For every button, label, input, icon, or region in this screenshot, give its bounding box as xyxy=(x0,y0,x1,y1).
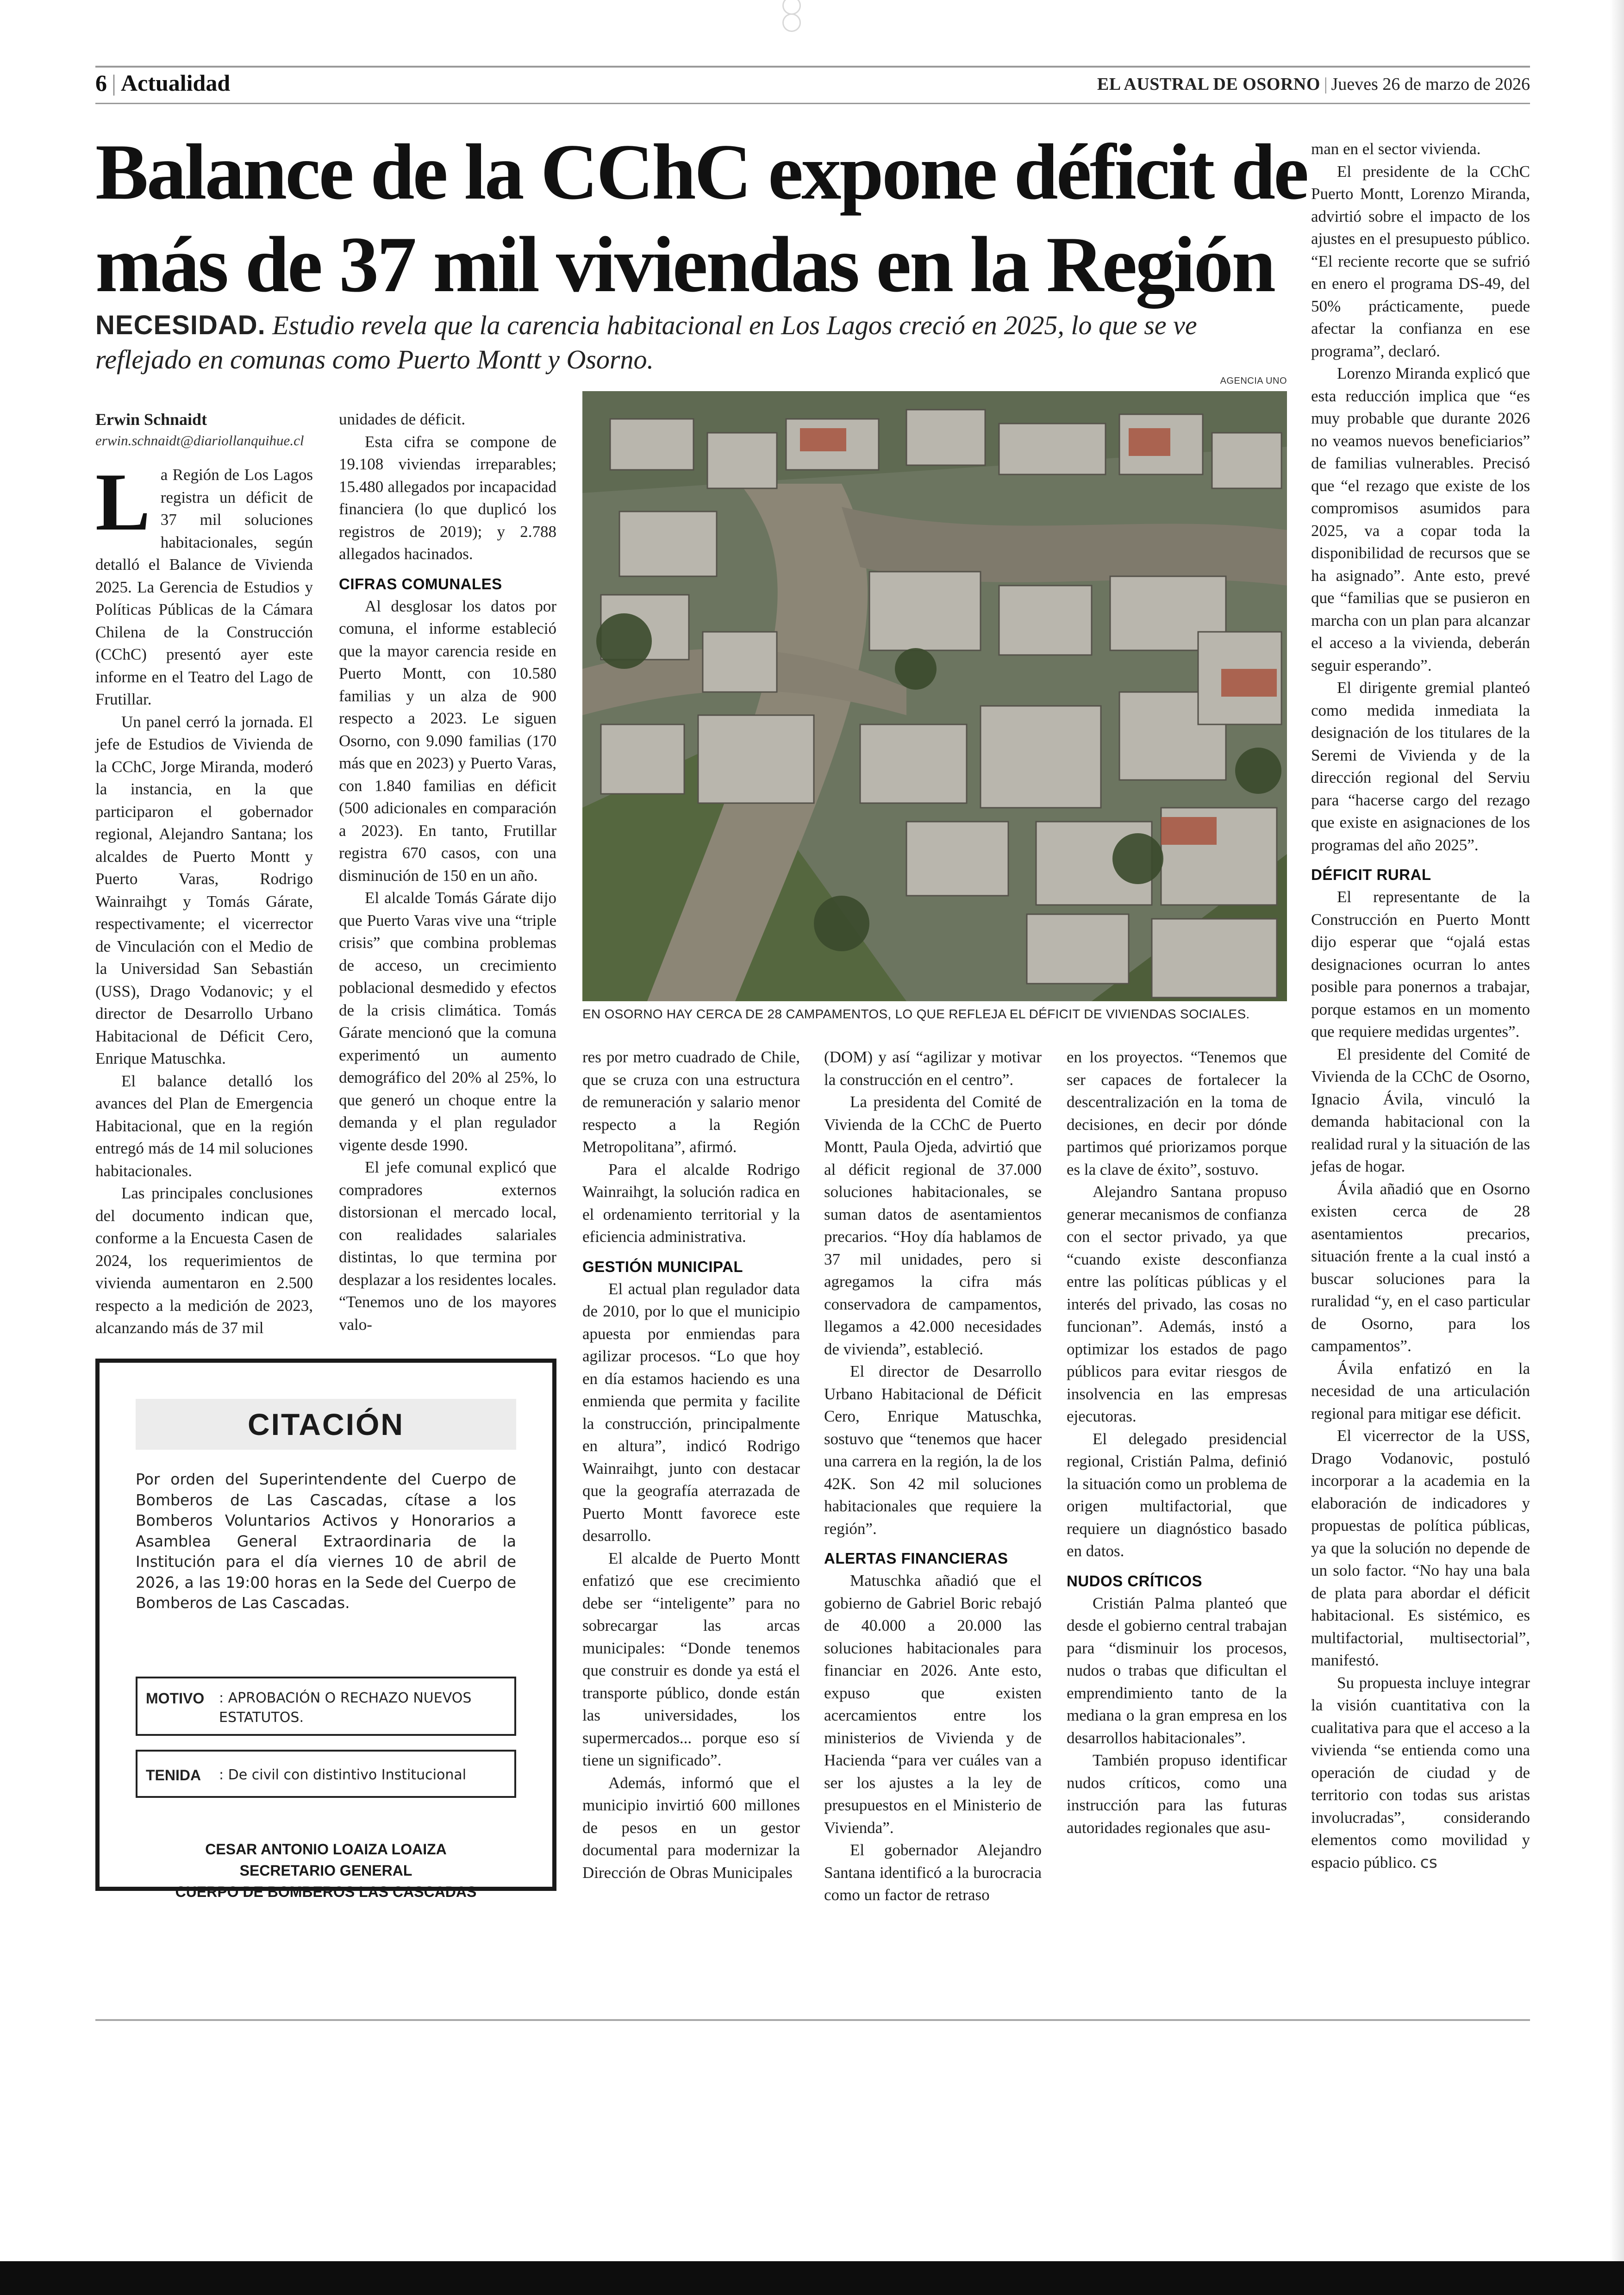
paragraph: man en el sector vivienda. xyxy=(1311,140,1481,158)
paragraph: Alejandro Santana propuso generar mecanismos de confianza con el sector privado, ya que “cuando existe desconfianza entre las políticas públicas y el interés del privado, las cosas no funcionan”. Además, instó a optimizar los estados de pago públicos para evitar riesgos de insolvencia en las empresas ejecutoras. xyxy=(1067,1183,1287,1425)
paragraph: El presidente de la CChC Puerto Montt, Lorenzo Miranda, advirtió sobre el impacto de los ajustes en el presupuesto público. “El reciente recorte que se sufrió en enero el programa DS-49, del 50% prácticamente, puede afectar la confianza en ese programa”, declaró. xyxy=(1311,162,1530,360)
author-name: Erwin Schnaidt xyxy=(95,410,207,429)
article-photo[interactable] xyxy=(582,391,1287,1001)
article-column-1 xyxy=(95,408,313,1340)
paragraph: Al desglosar los datos por comuna, el informe estableció que la mayor carencia reside en Puerto Montt, con 10.580 familias y un alza de 900 respecto a 2023. Le siguen Osorno, con 9.090 familias (170 más que en 2023) y Puerto Varas, con 1.840 familias en déficit (500 adicionales en comparación a 2023). En tanto, Frutillar registra 670 casos, con una disminución de 150 en un año. xyxy=(339,597,556,885)
headline xyxy=(95,126,1308,311)
paragraph: También propuso identificar nudos críticos, como una instrucción para las futuras autoridades regionales que asu- xyxy=(1067,1751,1287,1837)
headline-line-2: más de 37 mil viviendas en la Región xyxy=(95,221,1274,309)
subheading: CIFRAS COMUNALES xyxy=(339,575,502,592)
paragraph: El balance detalló los avances del Plan de Emergencia Habitacional, que en la región entregó más de 14 mil soluciones habitacionales. xyxy=(95,1072,313,1180)
publication-info: EL AUSTRAL DE OSORNO | Jueves 26 de marzo de 2026 xyxy=(1097,75,1530,94)
paragraph: unidades de déficit. xyxy=(339,410,466,428)
motivo-label: MOTIVO xyxy=(146,1690,205,1707)
paragraph: La presidenta del Comité de Vivienda de la CChC de Puerto Montt, Paula Ojeda, advirtió que al déficit regional de 37.000 soluciones habitacionales, se suman datos de asentamientos precarios. “Hoy día hablamos de 37 mil unidades, pero si agregamos la cifra más conservadora de campamentos, llegamos a 42.000 necesidades de vivienda”, estableció. xyxy=(824,1093,1042,1358)
paragraph: Las principales conclusiones del documento indican que, conforme a la Encuesta Casen de 2024, los requerimientos de vivienda aumentaron en 2.500 respecto a la medición de 2023, alcanzando más de 37 mil xyxy=(95,1184,313,1337)
header-bottom-rule xyxy=(95,103,1530,104)
article-dek xyxy=(95,308,1290,377)
signer-role: SECRETARIO GENERAL xyxy=(239,1862,412,1879)
subheading: GESTIÓN MUNICIPAL xyxy=(582,1258,743,1275)
header-top-rule xyxy=(95,66,1530,68)
paragraph: El alcalde Tomás Gárate dijo que Puerto Varas vive una “triple crisis” que combina problemas de acceso, un crecimiento poblacional desmedido y efectos de la crisis climática. Tomás Gárate mencionó que la comuna experimentó un aumento demográfico del 20% al 25%, lo que generó un choque entre la demanda y el plan regulador vigente desde 1990. xyxy=(339,889,556,1154)
citation-notice xyxy=(95,1359,556,1900)
article-column-2 xyxy=(339,408,556,1336)
paragraph: El dirigente gremial planteó como medida inmediata la designación de los titulares de la Seremi de Vivienda y de la dirección regional del Serviu para “hacerse cargo del rezago que existe en asignaciones de los programas del año 2025”. xyxy=(1311,679,1530,854)
subheading: DÉFICIT RURAL xyxy=(1311,866,1431,883)
paragraph: Cristián Palma planteó que desde el gobierno central trabajan para “disminuir los procesos, nudos o trabas que dificultan el emprendimiento tanto de la mediana o la gran empresa en los desarrollos habitacionales”. xyxy=(1067,1594,1287,1747)
signer-name: CESAR ANTONIO LOAIZA LOAIZA xyxy=(205,1841,447,1858)
subheading: ALERTAS FINANCIERAS xyxy=(824,1550,1008,1567)
paragraph: La Región de Los Lagos registra un déficit de 37 mil soluciones habitacionales, según detalló el Balance de Vivienda 2025. La Gerencia de Estudios y Políticas Públicas de la Cámara Chilena de la Construcción (CChC) presentó ayer este informe en el Teatro del Lago de Frutillar. xyxy=(95,456,313,708)
paragraph: Esta cifra se compone de 19.108 viviendas irreparables; 15.480 allegados por incapacidad financiera (lo que duplicó los registros de 2019); y 2.788 allegados hacinados. xyxy=(339,432,556,563)
notice-tenida-box xyxy=(136,1750,516,1798)
notice-body: Por orden del Superintendente del Cuerpo de Bomberos de Las Cascadas, cítase a los Bomberos Voluntarios Activos y Honorarios a Asamblea General Extraordinaria de la Institución para el día viernes 10 de abril de 2026, a las 19:00 horas en la Sede del Cuerpo de Bomberos de Las Cascadas. xyxy=(136,1470,516,1612)
headline-line-1: Balance de la CChC expone déficit de xyxy=(95,128,1307,216)
section-name: Actualidad xyxy=(121,70,231,96)
paragraph: El actual plan regulador data de 2010, por lo que el municipio apuesta por enmiendas para agilizar procesos. “Lo que hoy en día estamos haciendo es una enmienda que permita y facilite la construcción, principalmente en altura”, indicó Rodrigo Wainraihgt, junto con destacar que la geografía aterrazada de Puerto Montt favorece este desarrollo. xyxy=(582,1279,800,1545)
paragraph: El presidente del Comité de Vivienda de la CChC de Osorno, Ignacio Ávila, vinculó la demanda habitacional con la realidad rural y la situación de las jefas de hogar. xyxy=(1311,1045,1530,1175)
paragraph: El representante de la Construcción en Puerto Montt dijo esperar que “ojalá estas designaciones ocurran lo antes posible para ponernos a trabajar, porque estamos en un momento que requiere medidas urgentes”. xyxy=(1311,888,1530,1041)
dek-kicker: NECESIDAD. xyxy=(95,310,266,340)
publication-date: Jueves 26 de marzo de 2026 xyxy=(1331,75,1530,94)
footer-rule xyxy=(95,2019,1530,2021)
article-column-4 xyxy=(824,1046,1042,1907)
page-header xyxy=(95,69,1530,97)
page-edge-shadow xyxy=(1610,0,1624,2261)
paragraph: res por metro cuadrado de Chile, que se cruza con una estructura de remuneración y salario menor respecto a la Región Metropolitana”, afirmó. xyxy=(582,1048,800,1156)
notice-title: CITACIÓN xyxy=(136,1399,516,1450)
paragraph: Matuschka añadió que el gobierno de Gabriel Boric rebajó de 40.000 a 20.000 las soluciones habitacionales para financiar en 2026. Ante esto, expuso que existen acercamientos entre los ministerios de Vivienda y de Hacienda “para ver cuáles van a ser los ajustes a la ley de presupuestos en el Ministerio de Vivienda”. xyxy=(824,1572,1042,1837)
article-column-3 xyxy=(582,1046,800,1884)
article-column-6 xyxy=(1311,138,1530,1874)
author-email[interactable]: erwin.schnaidt@diariollanquihue.cl xyxy=(95,432,304,449)
article-column-5 xyxy=(1067,1046,1287,1839)
paragraph: (DOM) y así “agilizar y motivar la construcción en el centro”. xyxy=(824,1048,1042,1089)
paragraph: Para el alcalde Rodrigo Wainraihgt, la solución radica en el ordenamiento territorial y la eficiencia administrativa. xyxy=(582,1160,800,1246)
page-section: 6 | Actualidad xyxy=(95,70,231,96)
paragraph: El delegado presidencial regional, Cristián Palma, definió la situación como un problema de origen multifactorial, que requiere un diagnóstico basado en datos. xyxy=(1067,1429,1287,1560)
paragraph: Además, informó que el municipio invirtió 600 millones de pesos en un gestor documental para modernizar la Dirección de Obras Municipales xyxy=(582,1773,800,1882)
dek-text-2: reflejado en comunas como Puerto Montt y Osorno. xyxy=(95,344,654,374)
page-indicator xyxy=(782,0,838,14)
notice-motivo-box xyxy=(136,1677,516,1736)
paragraph: Lorenzo Miranda explicó que esta reducción implica que “es muy probable que durante 2026 no veamos nuevos beneficiarios” de familias vulnerables. Precisó que “el rezago que existe de los compromisos asumidos para 2025, va a copar toda la disponibilidad de recursos que se ha asignado”. Ante esto, prevé que “familias que se pusieron en marcha con un plan para alcanzar el acceso a la vivienda, deberán seguir esperando”. xyxy=(1311,364,1530,674)
publication-name: EL AUSTRAL DE OSORNO xyxy=(1097,75,1320,94)
notice-signature xyxy=(136,1839,516,1902)
page-dot[interactable] xyxy=(782,0,801,15)
viewer-bottom-bar xyxy=(0,2261,1624,2295)
paragraph: El gobernador Alejandro Santana identificó a la burocracia como un factor de retraso xyxy=(824,1841,1042,1904)
tenida-value: : De civil con distintivo Institucional xyxy=(219,1767,467,1783)
tenida-label: TENIDA xyxy=(146,1767,201,1784)
paragraph: Ávila añadió que en Osorno existen cerca de 28 asentamientos precarios, situación frente a la cual instó a buscar soluciones para la ruralidad “y, en el caso particular de Osorno, para los campamentos”. xyxy=(1311,1179,1530,1355)
photo-credit: AGENCIA UNO xyxy=(1220,376,1287,386)
paragraph: El director de Desarrollo Urbano Habitacional de Déficit Cero, Enrique Matuschka, sostuvo que “tenemos que hacer una carrera en la región, la de los 42K. Son 42 mil soluciones habitacionales que requiere la región”. xyxy=(824,1362,1042,1538)
subheading: NUDOS CRÍTICOS xyxy=(1067,1572,1203,1590)
paragraph: Un panel cerró la jornada. El jefe de Estudios de Vivienda de la CChC, Jorge Miranda, moderó la instancia, en la que participaron el gobernador regional, Alejandro Santana; los alcaldes de Puerto Montt y Puerto Varas, Rodrigo Wainraihgt y Tomás Gárate, respectivamente; el vicerrector de Vinculación con el Medio de la Universidad San Sebastián (USS), Drago Vodanovic; y el director de Desarrollo Urbano Habitacional de Déficit Cero, Enrique Matuschka. xyxy=(95,712,313,1067)
signer-org: CUERPO DE BOMBEROS LAS CASCADAS xyxy=(175,1883,477,1900)
paragraph: Ávila enfatizó en la necesidad de una articulación regional para mitigar ese déficit. xyxy=(1311,1359,1530,1422)
paragraph: en los proyectos. “Tenemos que ser capaces de fortalecer la descentralización en la toma de decisiones, en decir por dónde partimos qué priorizamos porque es la clave de éxito”, sostuvo. xyxy=(1067,1048,1287,1179)
photo-caption: EN OSORNO HAY CERCA DE 28 CAMPAMENTOS, LO QUE REFLEJA EL DÉFICIT DE VIVIENDAS SOCIALES. xyxy=(582,1007,1250,1021)
paragraph: El jefe comunal explicó que compradores externos distorsionan el mercado local, con realidades salariales distintas, lo que termina por desplazar a los residentes locales. “Tenemos uno de los mayores valo- xyxy=(339,1158,556,1334)
paragraph: El vicerrector de la USS, Drago Vodanovic, postuló incorporar a la academia en la elaboración de indicadores y propuestas de política públicas, ya que la solución no depende de un solo factor. “No hay una bala de plata para abordar el déficit habitacional. Es sistémico, es multifactorial, multisectorial”, manifestó. xyxy=(1311,1427,1530,1669)
page-number: 6 xyxy=(95,70,107,96)
paragraph: Su propuesta incluye integrar la visión cuantitativa con la cualitativa para que el acceso a la vivienda “se entienda como una operación de ciudad y de territorio con todas sus aristas involucradas”, considerando elementos como movilidad y espacio público. cs xyxy=(1311,1673,1530,1872)
aerial-settlement-image xyxy=(582,391,1287,1001)
end-mark-icon: cs xyxy=(1420,1853,1437,1872)
paragraph: El alcalde de Puerto Montt enfatizó que ese crecimiento debe ser “inteligente” para no sobrecargar las arcas municipales: “Donde tenemos que construir es donde ya está el transporte público, donde están las universidades, los supermercados... porque eso sí tiene un significado”. xyxy=(582,1549,800,1769)
motivo-value: : APROBACIÓN O RECHAZO NUEVOS ESTATUTOS. xyxy=(219,1690,472,1726)
page-dot[interactable] xyxy=(782,13,801,32)
drop-cap: L xyxy=(95,456,150,548)
dek-text-1: Estudio revela que la carencia habitacional en Los Lagos creció en 2025, lo que se ve xyxy=(272,310,1197,340)
